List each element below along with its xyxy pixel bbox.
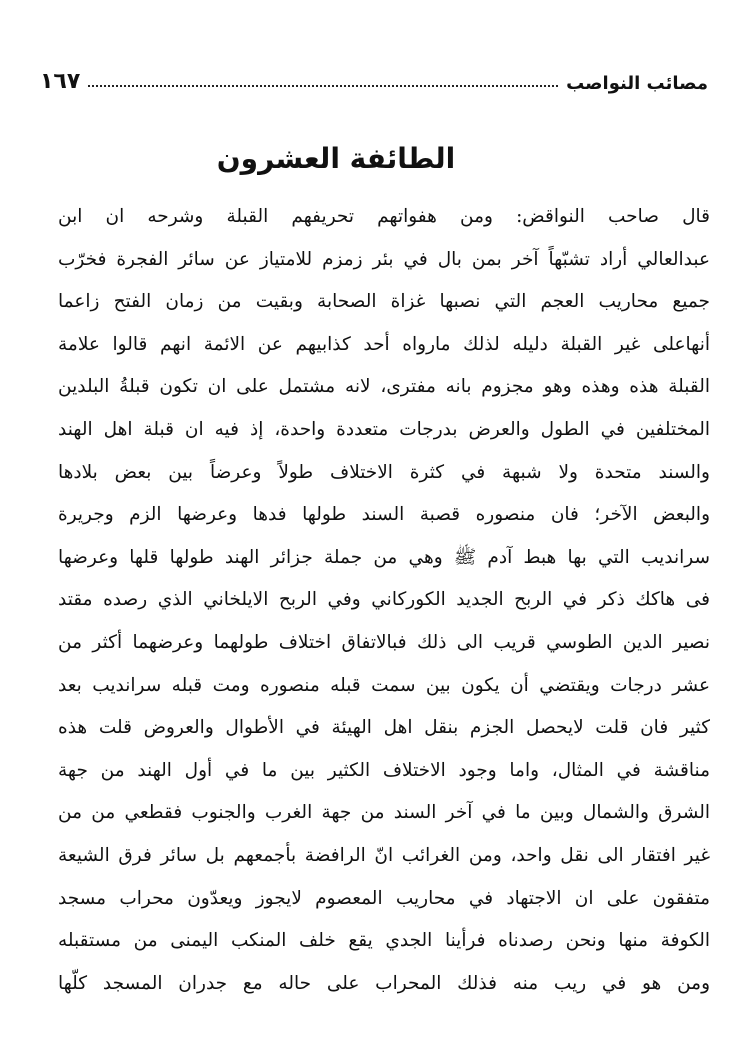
page-number: ١٦٧	[40, 69, 81, 94]
text-line: نصير الدين الطوسي قريب الى ذلك فبالاتفاق اختلاف طولهما وعرضهما أكثر من	[58, 631, 710, 653]
text-line: جميع محاريب العجم التي نصبها غزاة الصحابة وبقيت من زمان الفتح زاعما	[58, 291, 710, 313]
section-title: الطائفة العشرون	[216, 142, 456, 175]
dot-leader	[88, 85, 558, 87]
text-line: قال صاحب النواقض: ومن هفواتهم تحريفهم القبلة وشرحه ان ابن	[58, 206, 710, 227]
text-line: الكوفة منها ونحن رصدناه فرأينا الجدي يقع خلف المنكب اليمنى من مستقبله	[58, 930, 710, 952]
text-line: ومن هو في ريب منه فذلك المحراب على حاله مع جدران المسجد كلّها	[58, 972, 710, 994]
running-title: مصائب النواصب	[566, 73, 708, 94]
text-line: المختلفين في الطول والعرض بدرجات متعددة واحدة، إذ فيه ان قبلة اهل الهند	[58, 418, 710, 440]
text-line: غير افتقار الى نقل واحد، ومن الغرائب انّ الرافضة بأجمعهم بل سائر فرق الشيعة	[58, 844, 710, 866]
text-line: متفقون على ان الاجتهاد في محاريب المعصوم لايجوز ويعدّون محراب مسجد	[58, 887, 710, 909]
body-text	[58, 196, 710, 1005]
text-line: سرانديب التي بها هبط آدم ﷺ وهي من جملة جزائر الهند طولها قلها وعرضها	[58, 546, 710, 568]
text-line: القبلة هذه وهذه وهو مجزوم بانه مفترى، لانه مشتمل على ان تكون قبلةُ البلدين	[58, 376, 710, 398]
text-line: مناقشة في المثال، واما وجود الاختلاف الكثير بين ما في أول الهند من جهة	[58, 759, 710, 781]
text-line: الشرق والشمال وبين ما في آخر السند من جهة الغرب والجنوب فقطعي من من	[58, 802, 710, 824]
text-line: كثير فان قلت لايحصل الجزم بنقل اهل الهيئة في الأطوال والعروض قلت هذه	[58, 717, 710, 739]
text-line: عبدالعالي أراد تشبّهاً آخر بمن بال في بئر زمزم للامتياز عن سائر الفجرة فخرّب	[58, 248, 710, 270]
text-line: والبعض الآخر؛ فان منصوره قصبة السند طولها فدها وعرضها الزم وجريرة	[58, 504, 710, 526]
text-line: والسند متحدة ولا شبهة في كثرة الاختلاف طولاً وعرضاً بين بعض بلادها	[58, 461, 710, 483]
text-line: أنهاعلى غير القبلة دليله لذلك مارواه أحد كذابيهم عن الائمة انهم قالوا علامة	[58, 333, 710, 355]
text-line: فى هاكك ذكر في الربح الجديد الكوركاني وفي الربح الايلخاني الذي رصده مقتد	[58, 589, 710, 611]
text-line: عشر درجات ويقتضي أن يكون بين سمت قبله منصوره ومت قبله سرانديب بعد	[58, 674, 710, 696]
running-header	[40, 58, 708, 94]
